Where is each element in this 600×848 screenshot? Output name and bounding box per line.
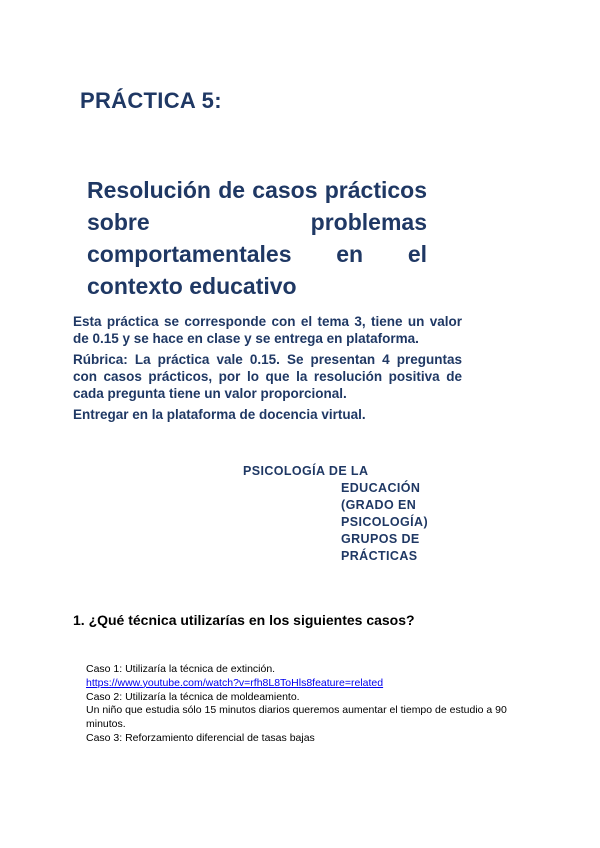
answer-caso-2: Caso 2: Utilizaría la técnica de moldeamiento. [86, 690, 300, 703]
intro-paragraph-delivery: Entregar en la plataforma de docencia virtual. [73, 407, 366, 422]
course-line-2: EDUCACIÓN (GRADO EN PSICOLOGÍA) GRUPOS DE PRÁCTICAS [341, 481, 429, 563]
answer-caso-1: Caso 1: Utilizaría la técnica de extinción. [86, 663, 276, 675]
answers-block [86, 663, 526, 746]
page-title: PRÁCTICA 5: [80, 88, 222, 113]
answer-caso-3: Caso 3: Reforzamiento diferencial de tasas bajas [86, 731, 315, 744]
question-1-heading: 1. ¿Qué técnica utilizarías en los siguientes casos? [73, 612, 415, 628]
answer-caso-2-detail: Un niño que estudia sólo 15 minutos diarios queremos aumentar el tiempo de estudio a 90 minutos. [86, 704, 507, 731]
intro-section [73, 313, 462, 427]
practice-subtitle: Resolución de casos prácticos sobre problemas comportamentales en el contexto educativo [87, 177, 427, 299]
course-info [243, 463, 443, 565]
intro-paragraph-topic: Esta práctica se corresponde con el tema 3, tiene un valor de 0.15 y se hace en clase y se entrega en plataforma. [73, 314, 462, 346]
course-line-1: PSICOLOGÍA DE LA [243, 464, 369, 478]
youtube-link[interactable]: https://www.youtube.com/watch?v=rfh8L8ToHls8feature=related [86, 676, 384, 689]
intro-paragraph-rubric: Rúbrica: La práctica vale 0.15. Se presentan 4 preguntas con casos prácticos, por lo que la resolución positiva de cada pregunta tiene un valor proporcional. [73, 352, 462, 401]
